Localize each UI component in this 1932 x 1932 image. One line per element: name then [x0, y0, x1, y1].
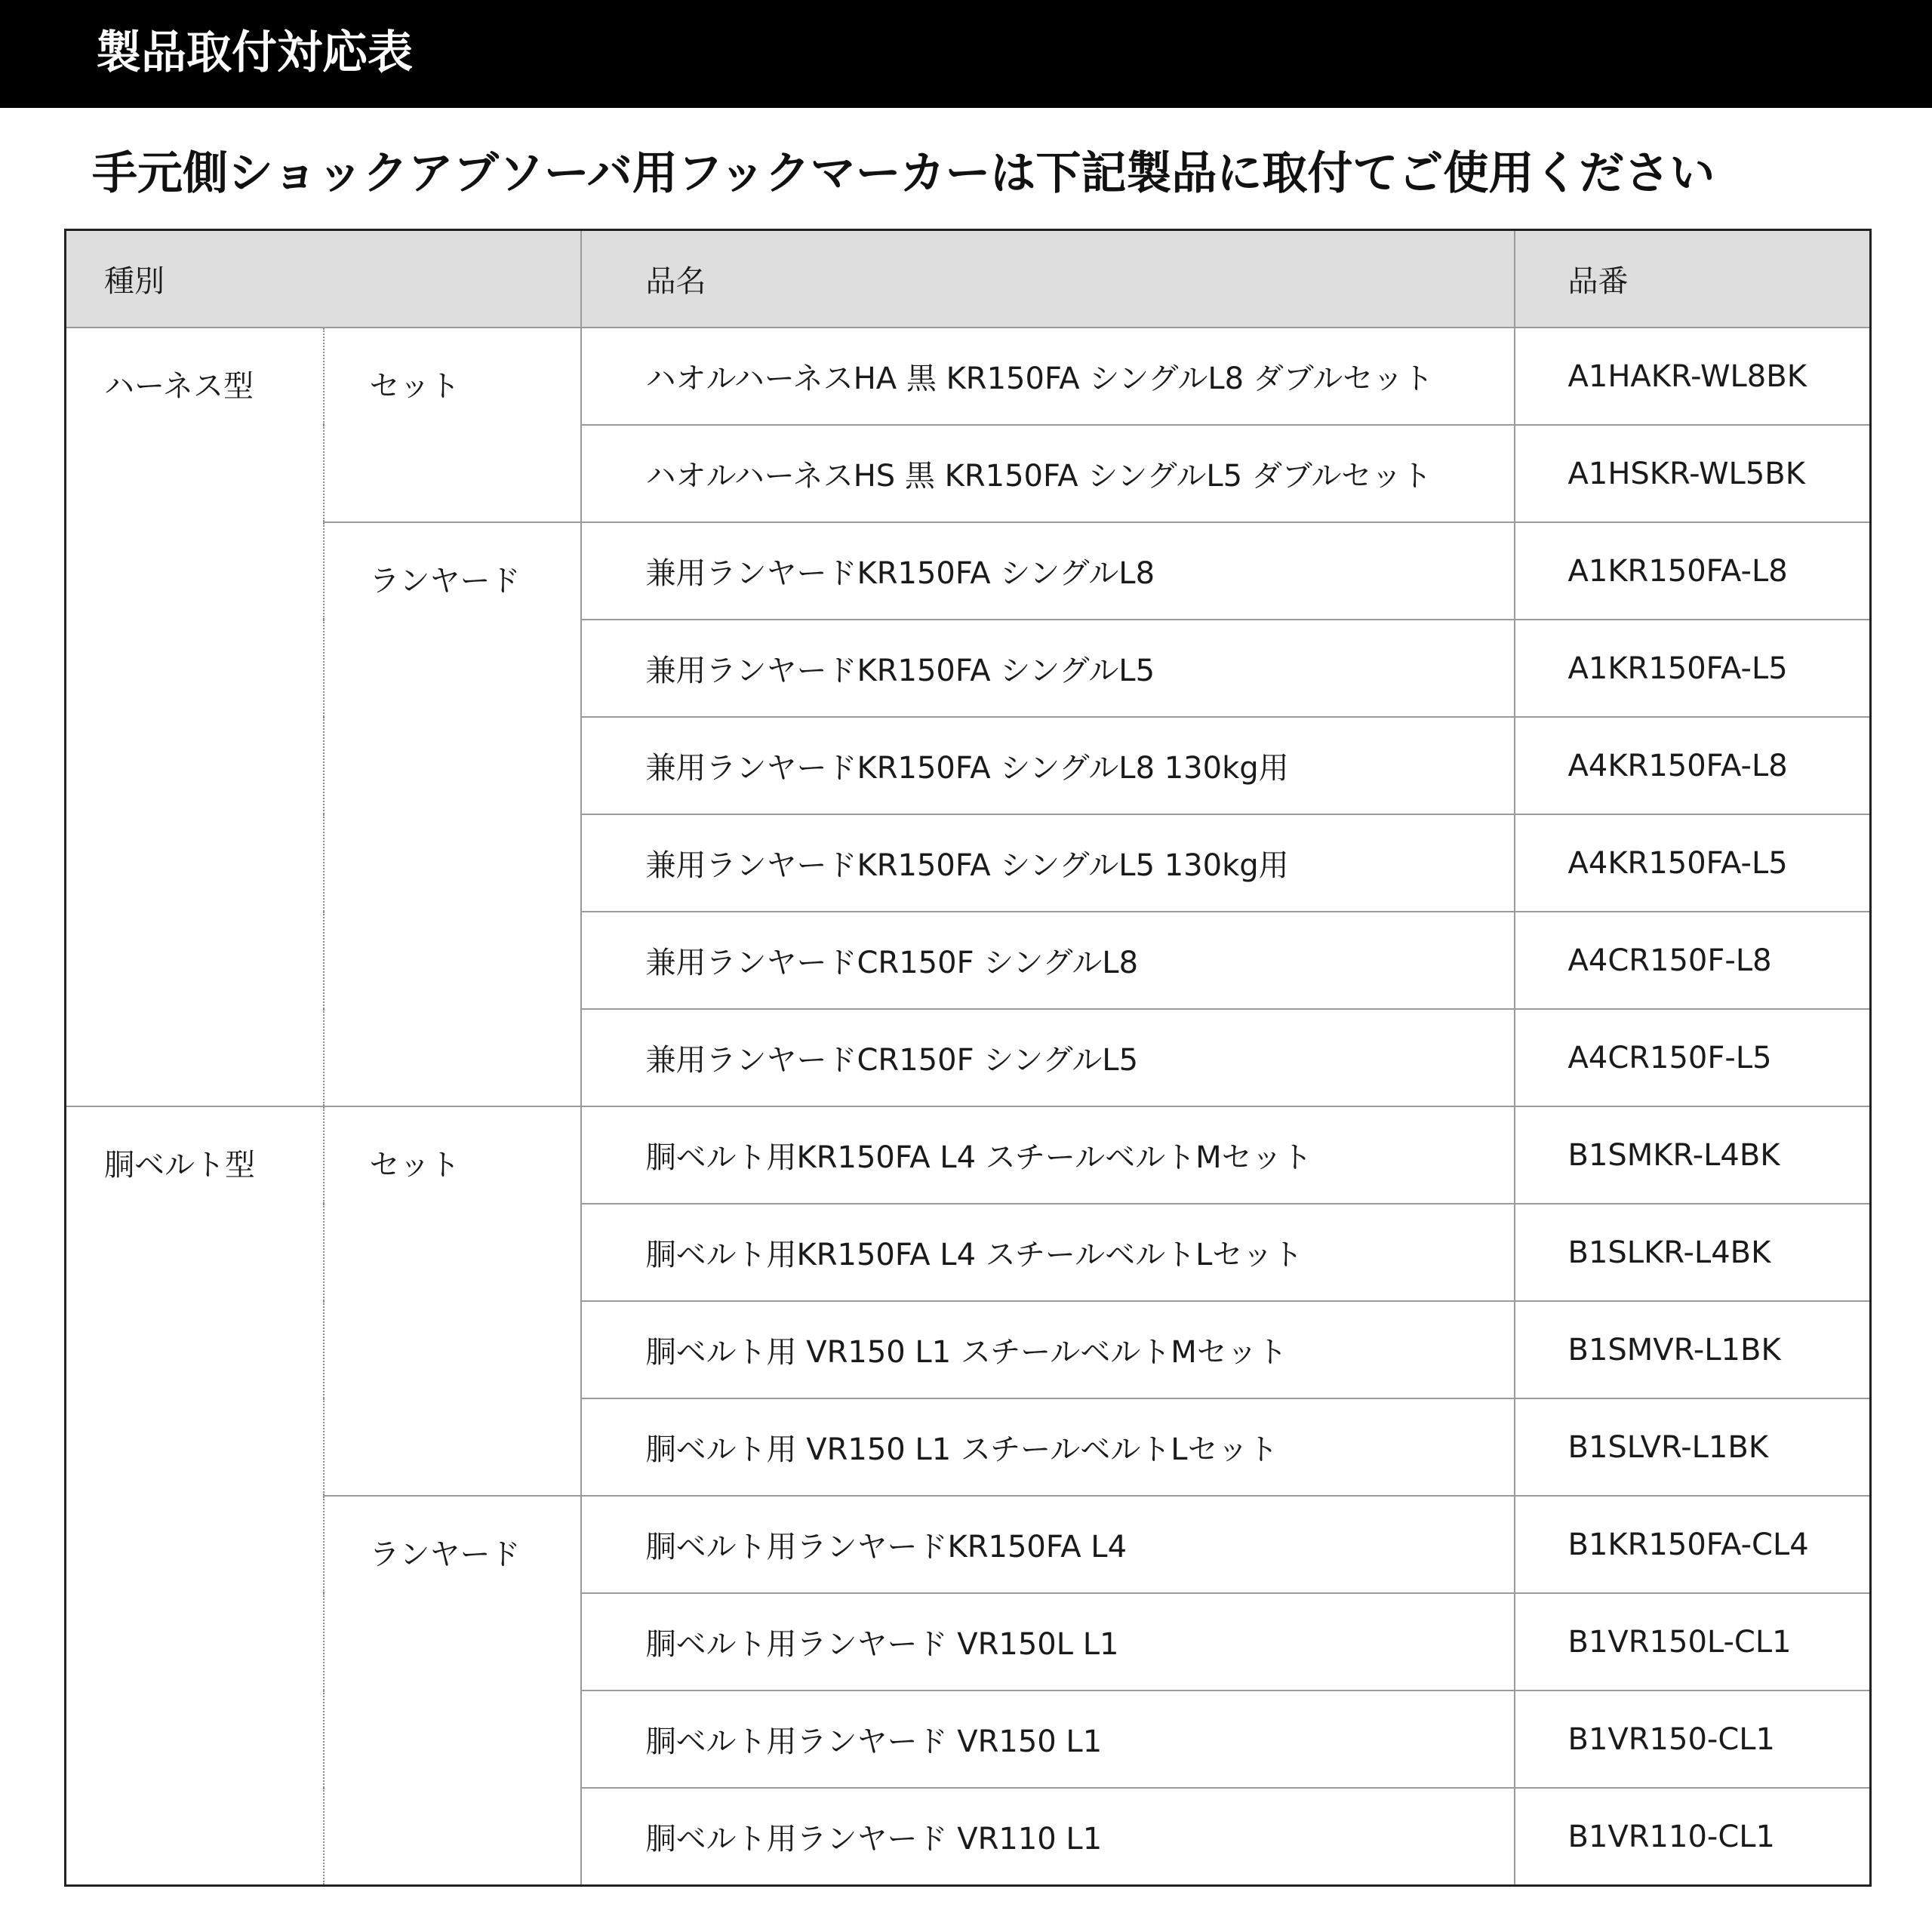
product-code-cell: B1SLVR-L1BK [1515, 1398, 1871, 1496]
product-name-cell: 胴ベルト用 VR150 L1 スチールベルトMセット [581, 1301, 1515, 1398]
product-name-cell: 胴ベルト用 VR150 L1 スチールベルトLセット [581, 1398, 1515, 1496]
category-cell: 胴ベルト型 [66, 1106, 324, 1886]
table-row [66, 1496, 1871, 1593]
product-name-cell: 兼用ランヤードKR150FA シングルL8 130kg用 [581, 717, 1515, 814]
subcategory-cell: ランヤード [324, 1496, 581, 1886]
product-name-cell: ハオルハーネスHS 黒 KR150FA シングルL5 ダブルセット [581, 425, 1515, 522]
product-name-cell: ハオルハーネスHA 黒 KR150FA シングルL8 ダブルセット [581, 328, 1515, 425]
product-code-cell: A4CR150F-L5 [1515, 1009, 1871, 1106]
column-header-code: 品番 [1515, 230, 1871, 328]
page-title: 製品取付対応表 [96, 26, 413, 79]
product-code-cell: A4KR150FA-L8 [1515, 717, 1871, 814]
product-code-cell: B1SMVR-L1BK [1515, 1301, 1871, 1398]
product-code-cell: A1KR150FA-L5 [1515, 620, 1871, 717]
column-header-name: 品名 [581, 230, 1515, 328]
product-code-cell: B1VR110-CL1 [1515, 1788, 1871, 1886]
product-name-cell: 胴ベルト用ランヤード VR110 L1 [581, 1788, 1515, 1886]
table-header-row [66, 230, 1871, 328]
product-code-cell: B1KR150FA-CL4 [1515, 1496, 1871, 1593]
category-cell: ハーネス型 [66, 328, 324, 1106]
product-name-cell: 胴ベルト用KR150FA L4 スチールベルトLセット [581, 1204, 1515, 1301]
subcategory-cell: セット [324, 1106, 581, 1496]
table-row [66, 328, 1871, 425]
subcategory-cell: ランヤード [324, 522, 581, 1106]
product-name-cell: 兼用ランヤードCR150F シングルL8 [581, 912, 1515, 1009]
table-row [66, 522, 1871, 620]
product-code-cell: B1SMKR-L4BK [1515, 1106, 1871, 1204]
product-code-cell: B1VR150L-CL1 [1515, 1593, 1871, 1690]
page-subtitle: 手元側ショックアブソーバ用フックマーカーは下記製品に取付てご使用ください [92, 147, 1715, 200]
product-name-cell: 胴ベルト用KR150FA L4 スチールベルトMセット [581, 1106, 1515, 1204]
product-code-cell: A1HSKR-WL5BK [1515, 425, 1871, 522]
table-body [66, 328, 1871, 1886]
product-code-cell: A1HAKR-WL8BK [1515, 328, 1871, 425]
subcategory-cell: セット [324, 328, 581, 522]
column-header-type: 種別 [66, 230, 581, 328]
product-name-cell: 胴ベルト用ランヤード VR150L L1 [581, 1593, 1515, 1690]
product-code-cell: A4KR150FA-L5 [1515, 814, 1871, 912]
product-code-cell: A4CR150F-L8 [1515, 912, 1871, 1009]
header-bar [0, 0, 1932, 108]
product-name-cell: 兼用ランヤードKR150FA シングルL5 130kg用 [581, 814, 1515, 912]
product-compatibility-table [64, 229, 1872, 1887]
product-code-cell: B1VR150-CL1 [1515, 1690, 1871, 1788]
product-name-cell: 兼用ランヤードKR150FA シングルL5 [581, 620, 1515, 717]
product-name-cell: 兼用ランヤードCR150F シングルL5 [581, 1009, 1515, 1106]
table-row [66, 1106, 1871, 1204]
product-name-cell: 胴ベルト用ランヤード VR150 L1 [581, 1690, 1515, 1788]
product-name-cell: 胴ベルト用ランヤードKR150FA L4 [581, 1496, 1515, 1593]
product-name-cell: 兼用ランヤードKR150FA シングルL8 [581, 522, 1515, 620]
product-code-cell: A1KR150FA-L8 [1515, 522, 1871, 620]
product-code-cell: B1SLKR-L4BK [1515, 1204, 1871, 1301]
